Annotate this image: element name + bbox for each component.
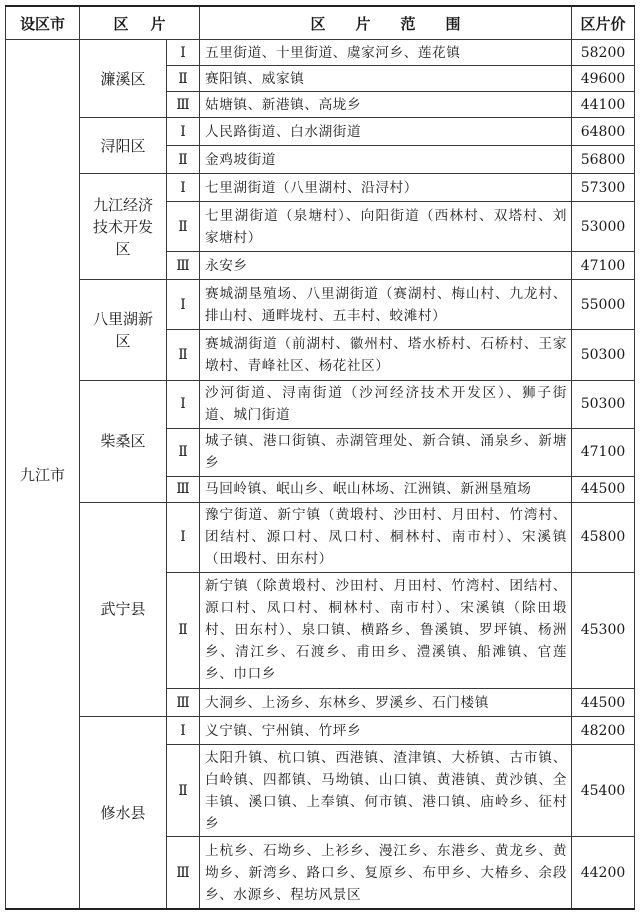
scope-cell: 上杭乡、石坳乡、上衫乡、漫江乡、东港乡、黄龙乡、黄坳乡、新湾乡、路口乡、复原乡、布甲乡、大椿乡、余段乡、水源乡、程坊风景区 [200, 837, 572, 909]
scope-cell: 七里湖街道（八里湖村、沿浔村） [200, 174, 572, 202]
scope-cell: 城子镇、港口街镇、赤湖管理处、新合镇、涌泉乡、新塘乡 [200, 428, 572, 476]
scope-cell: 太阳升镇、杭口镇、西港镇、渣津镇、大桥镇、古市镇、白岭镇、四都镇、马坳镇、山口镇、黄港镇、黄沙镇、全丰镇、溪口镇、上奉镇、何市镇、港口镇、庙岭乡、征村乡 [200, 745, 572, 837]
header-city: 设区市 [6, 6, 80, 40]
district-cell: 八里湖新区 [80, 280, 167, 380]
grade-cell: Ⅰ [167, 40, 200, 66]
price-cell: 45400 [572, 745, 635, 837]
scope-cell: 沙河街道、浔南街道（沙河经济技术开发区）、狮子街道、城门街道 [200, 380, 572, 428]
district-cell: 濂溪区 [80, 40, 167, 118]
district-cell: 浔阳区 [80, 118, 167, 174]
scope-cell: 永安乡 [200, 252, 572, 280]
scope-cell: 豫宁街道、新宁镇（黄塅村、沙田村、月田村、竹湾村、团结村、源口村、凤口村、桐林村、南市村）、宋溪镇（田塅村、田东村） [200, 502, 572, 572]
grade-cell: Ⅱ [167, 66, 200, 92]
grade-cell: Ⅰ [167, 118, 200, 146]
scope-cell: 赛阳镇、威家镇 [200, 66, 572, 92]
table-row [6, 118, 635, 146]
price-cell: 64800 [572, 118, 635, 146]
city-cell: 九江市 [6, 40, 80, 910]
price-cell: 47100 [572, 428, 635, 476]
price-cell: 47100 [572, 252, 635, 280]
grade-cell: Ⅱ [167, 202, 200, 252]
scope-cell: 五里街道、十里街道、虞家河乡、莲花镇 [200, 40, 572, 66]
header-row [6, 6, 635, 40]
scope-cell: 马回岭镇、岷山乡、岷山林场、江洲镇、新洲垦殖场 [200, 476, 572, 502]
header-scope: 区片范围 [200, 6, 572, 40]
district-cell: 修水县 [80, 717, 167, 909]
grade-cell: Ⅱ [167, 572, 200, 688]
price-cell: 50300 [572, 380, 635, 428]
table-row [6, 502, 635, 572]
grade-cell: Ⅱ [167, 330, 200, 380]
grade-cell: Ⅲ [167, 476, 200, 502]
price-cell: 48200 [572, 717, 635, 745]
price-cell: 44100 [572, 92, 635, 118]
price-cell: 56800 [572, 146, 635, 174]
price-cell: 45800 [572, 502, 635, 572]
scope-cell: 金鸡坡街道 [200, 146, 572, 174]
scope-cell: 人民路街道、白水湖街道 [200, 118, 572, 146]
scope-cell: 大洞乡、上汤乡、东林乡、罗溪乡、石门楼镇 [200, 689, 572, 717]
price-cell: 50300 [572, 330, 635, 380]
scope-cell: 赛城湖垦殖场、八里湖街道（赛湖村、梅山村、九龙村、排山村、通畔垅村、五丰村、蛟滩村） [200, 280, 572, 330]
grade-cell: Ⅱ [167, 428, 200, 476]
table-row [6, 380, 635, 428]
price-cell: 44500 [572, 689, 635, 717]
header-price: 区片价 [572, 6, 635, 40]
price-cell: 44500 [572, 476, 635, 502]
grade-cell: Ⅱ [167, 745, 200, 837]
price-cell: 49600 [572, 66, 635, 92]
grade-cell: Ⅰ [167, 380, 200, 428]
price-cell: 58200 [572, 40, 635, 66]
grade-cell: Ⅰ [167, 280, 200, 330]
table-row [6, 174, 635, 202]
table-row [6, 280, 635, 330]
district-cell: 柴桑区 [80, 380, 167, 502]
grade-cell: Ⅲ [167, 92, 200, 118]
grade-cell: Ⅰ [167, 502, 200, 572]
grade-cell: Ⅲ [167, 252, 200, 280]
grade-cell: Ⅰ [167, 174, 200, 202]
header-district: 区片 [80, 6, 200, 40]
district-cell: 九江经济技术开发区 [80, 174, 167, 280]
table-row [6, 717, 635, 745]
scope-cell: 七里湖街道（泉塘村）、向阳街道（西林村、双塔村、刘家塘村） [200, 202, 572, 252]
price-cell: 55000 [572, 280, 635, 330]
price-cell: 53000 [572, 202, 635, 252]
scope-cell: 义宁镇、宁州镇、竹坪乡 [200, 717, 572, 745]
price-cell: 45300 [572, 572, 635, 688]
price-cell: 57300 [572, 174, 635, 202]
scope-cell: 新宁镇（除黄塅村、沙田村、月田村、竹湾村、团结村、源口村、凤口村、桐林村、南市村）、宋溪镇（除田塅村、田东村）、泉口镇、横路乡、鲁溪镇、罗坪镇、杨洲乡、清江乡、石渡乡、甫田乡、澧溪镇、船滩镇、官莲乡、巾口乡 [200, 572, 572, 688]
price-cell: 44200 [572, 837, 635, 909]
grade-cell: Ⅲ [167, 689, 200, 717]
land-price-table [5, 5, 635, 910]
scope-cell: 赛城湖街道（前湖村、徽州村、塔水桥村、石桥村、王家墩村、青峰社区、杨花社区） [200, 330, 572, 380]
table-row [6, 40, 635, 66]
grade-cell: Ⅰ [167, 717, 200, 745]
district-cell: 武宁县 [80, 502, 167, 716]
grade-cell: Ⅱ [167, 146, 200, 174]
grade-cell: Ⅲ [167, 837, 200, 909]
scope-cell: 姑塘镇、新港镇、高垅乡 [200, 92, 572, 118]
